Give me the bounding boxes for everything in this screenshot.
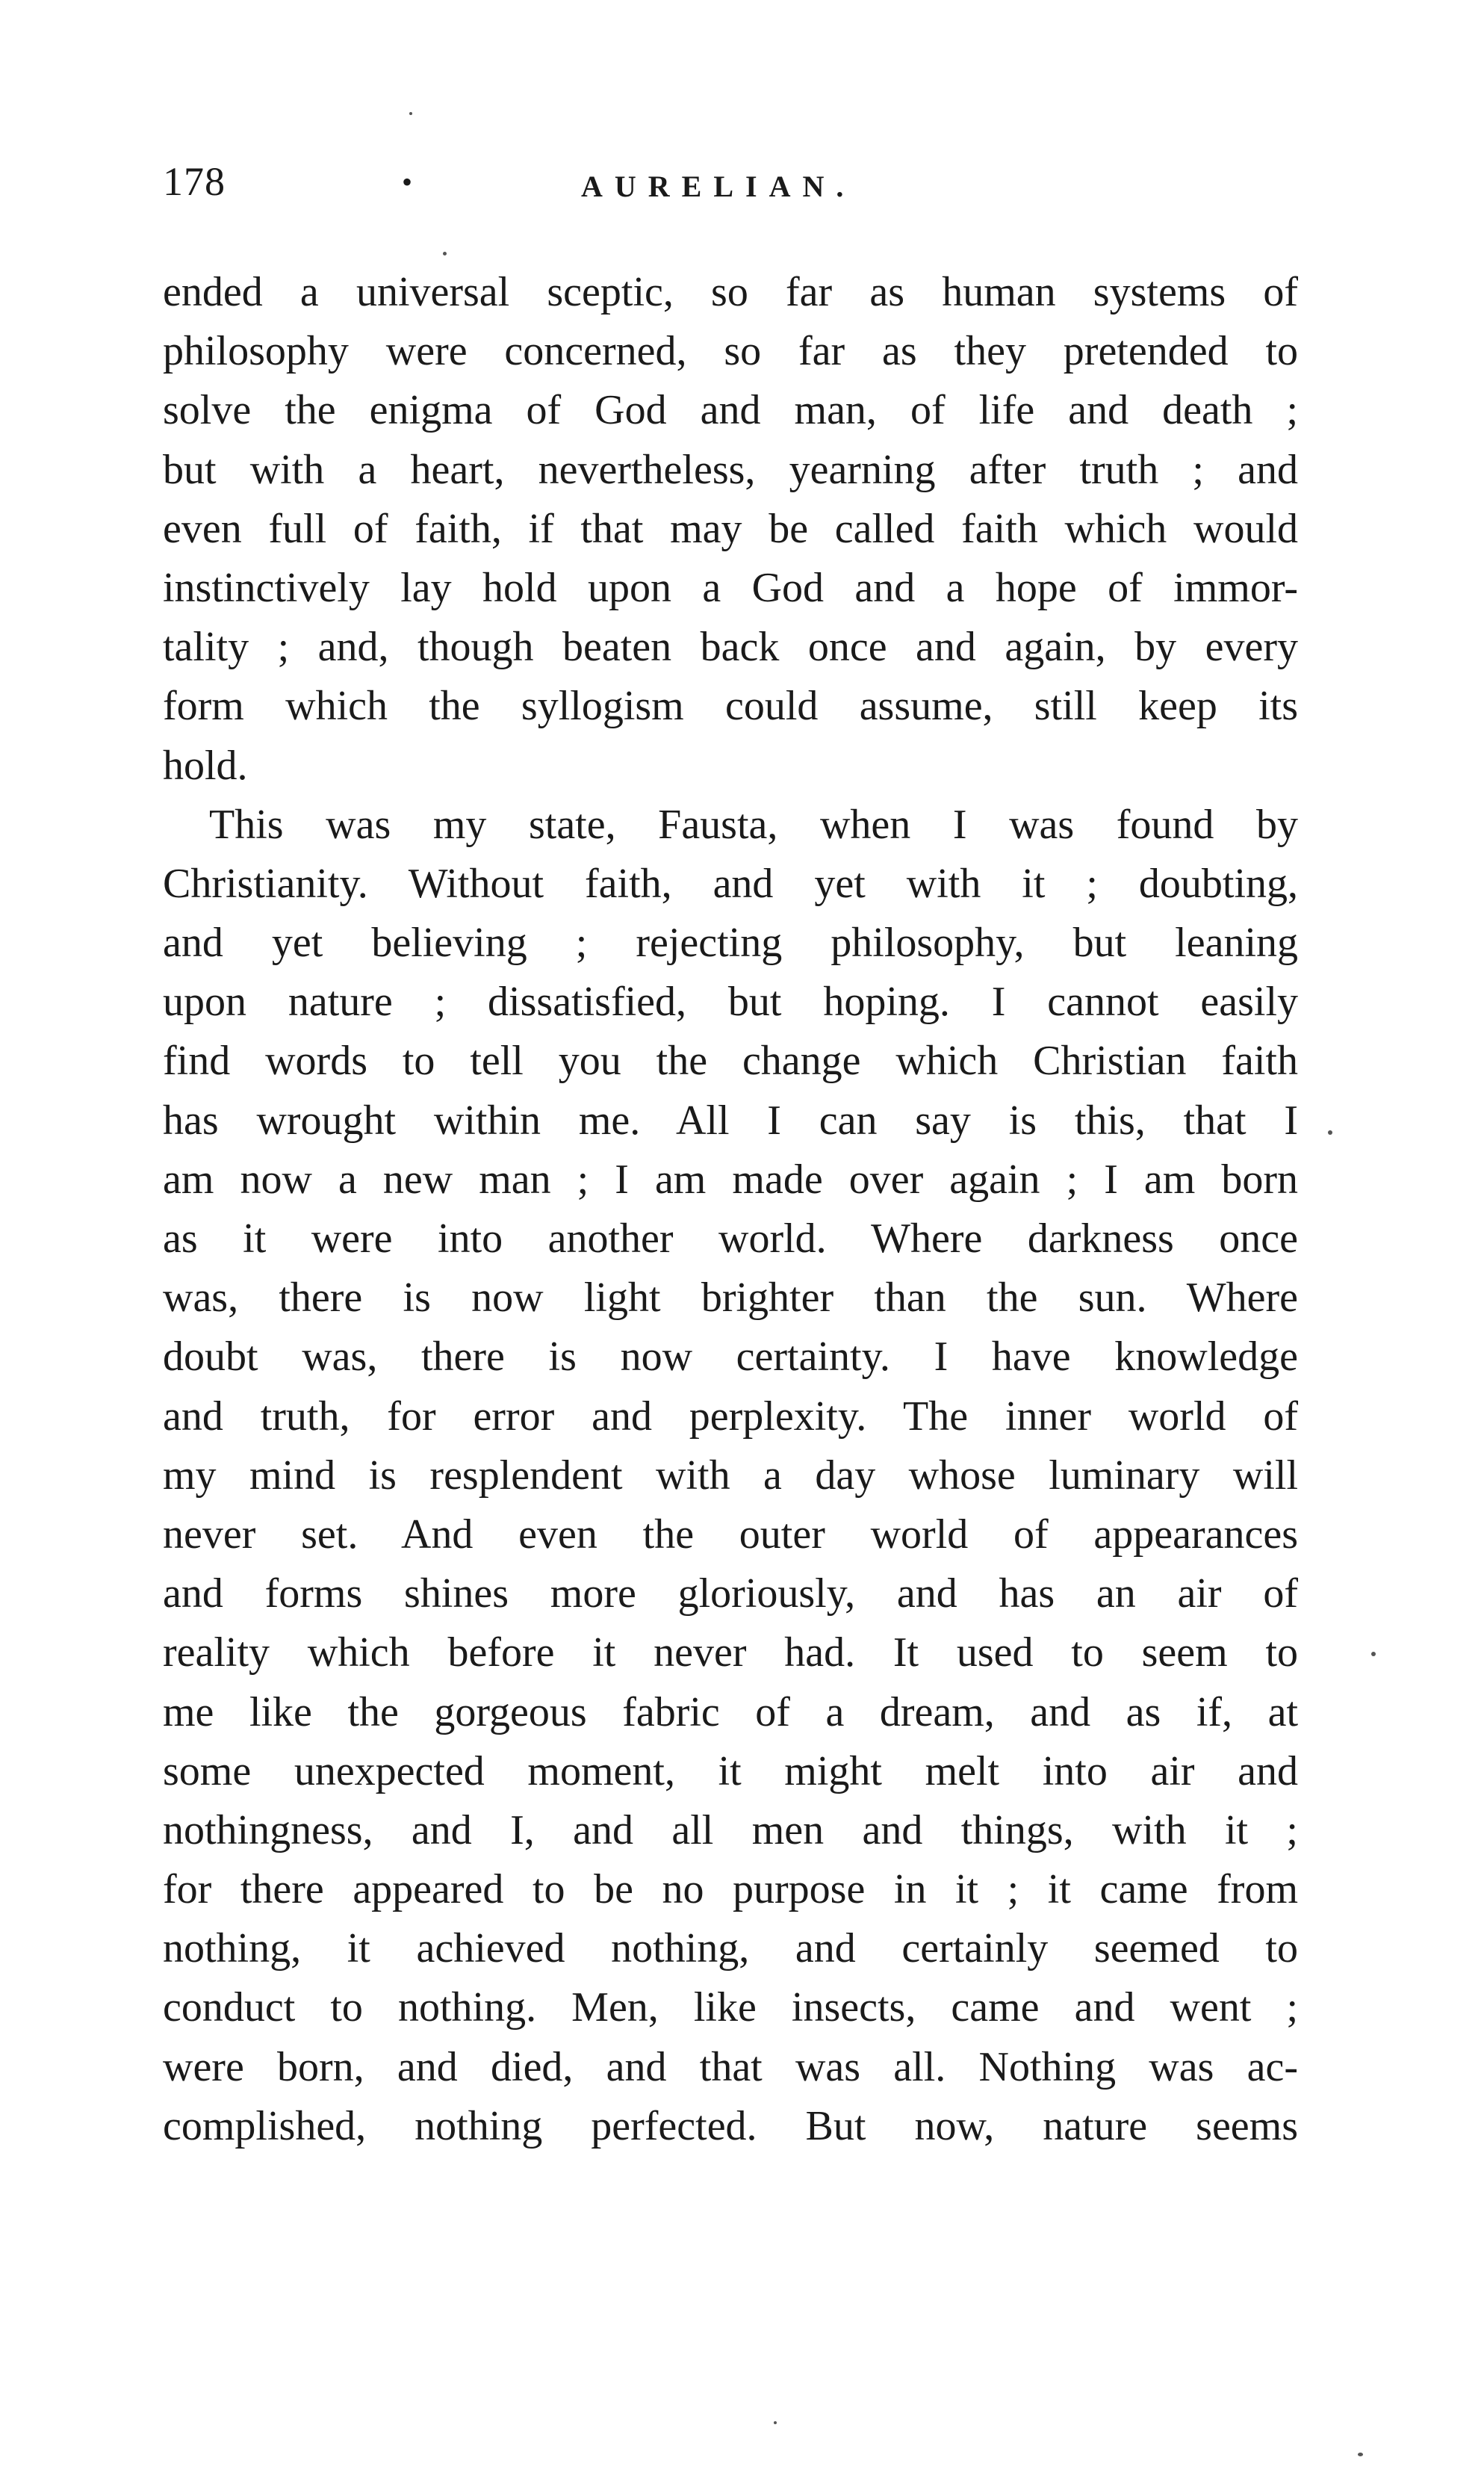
text-line: complished, nothing perfected. But now, nature seems [163, 2102, 1298, 2149]
text-line: nothing, it achieved nothing, and certainly seemed to [163, 1925, 1298, 1972]
text-line: was, there is now light brighter than the sun. Where [163, 1274, 1298, 1322]
text-line: were born, and died, and that was all. Nothing was ac- [163, 2043, 1298, 2090]
text-line: as it were into another world. Where darkness once [163, 1215, 1298, 1262]
print-speck [1371, 1652, 1376, 1656]
text-line: nothingness, and I, and all men and things, with it ; [163, 1806, 1298, 1853]
page-number: 178 [163, 159, 226, 204]
text-line: never set. And even the outer world of appearances [163, 1511, 1298, 1558]
print-speck [774, 2421, 777, 2424]
text-line: hold. [163, 742, 248, 789]
text-line: conduct to nothing. Men, like insects, came and went ; [163, 1984, 1298, 2031]
print-speck [1328, 1130, 1332, 1135]
text-line: and forms shines more gloriously, and has an air of [163, 1570, 1298, 1617]
text-line: find words to tell you the change which Christian faith [163, 1038, 1298, 1085]
running-head [163, 158, 1298, 211]
text-line: ended a universal sceptic, so far as human systems of [163, 269, 1298, 315]
print-speck [443, 252, 447, 255]
text-line: and truth, for error and perplexity. The inner world of [163, 1393, 1298, 1440]
text-line: tality ; and, though beaten back once and again, by every [163, 624, 1298, 671]
text-line: me like the gorgeous fabric of a dream, and as if, at [163, 1688, 1298, 1735]
text-line: even full of faith, if that may be called faith which would [163, 505, 1298, 552]
text-line: for there appeared to be no purpose in it ; it came from [163, 1866, 1298, 1913]
text-line: Christianity. Without faith, and yet with it ; doubting, [163, 860, 1298, 907]
text-line: has wrought within me. All I can say is this, that I [163, 1097, 1298, 1144]
print-speck [409, 112, 412, 115]
running-title: AURELIAN. [581, 170, 856, 203]
text-line: philosophy were concerned, so far as they pretended to [163, 328, 1298, 375]
text-line: am now a new man ; I am made over again ; I am born [163, 1156, 1298, 1203]
text-line: some unexpected moment, it might melt into air and [163, 1747, 1298, 1794]
print-speck [1358, 2453, 1363, 2456]
text-line: instinctively lay hold upon a God and a hope of immor- [163, 564, 1298, 611]
running-head-dot: • [402, 165, 413, 199]
body-text [163, 263, 1298, 2156]
text-line: doubt was, there is now certainty. I have knowledge [163, 1334, 1298, 1381]
text-line: This was my state, Fausta, when I was found by [209, 801, 1298, 848]
text-line: but with a heart, nevertheless, yearning after truth ; and [163, 446, 1298, 493]
text-line: solve the enigma of God and man, of life and death ; [163, 387, 1298, 434]
text-line: reality which before it never had. It used to seem to [163, 1629, 1298, 1676]
text-line: my mind is resplendent with a day whose luminary will [163, 1452, 1298, 1499]
text-line: and yet believing ; rejecting philosophy, but leaning [163, 920, 1298, 967]
text-line: form which the syllogism could assume, still keep its [163, 683, 1298, 730]
text-line: upon nature ; dissatisfied, but hoping. I cannot easily [163, 979, 1298, 1026]
